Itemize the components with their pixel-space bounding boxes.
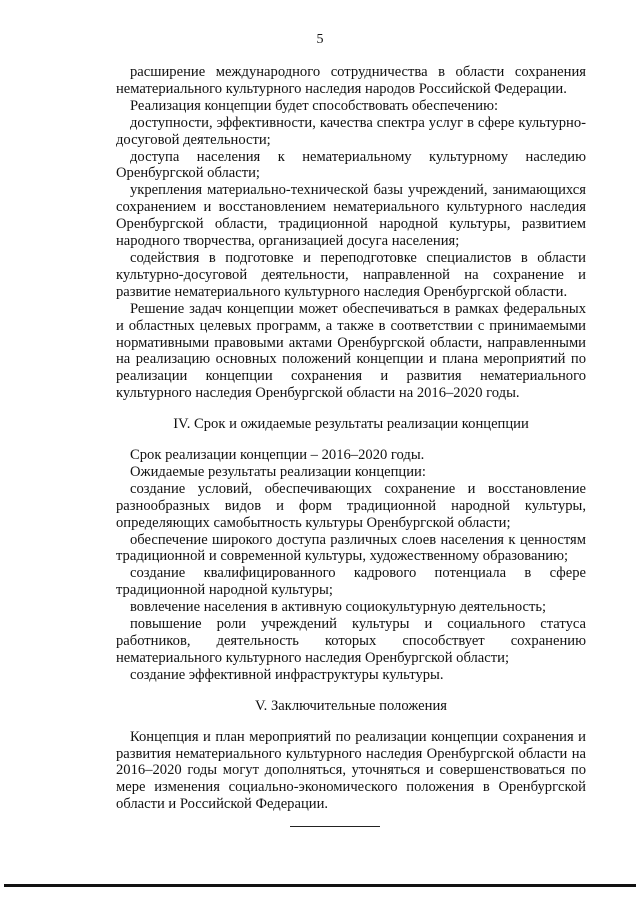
- paragraph: расширение международного сотрудничества в области сохранения нематериального культурного наследия народов Российской Федерации.: [116, 64, 586, 97]
- paragraph: создание эффективной инфраструктуры культуры.: [130, 666, 444, 683]
- section-heading-v: V. Заключительные положения: [255, 697, 447, 714]
- section-heading-iv: IV. Срок и ожидаемые результаты реализации концепции: [173, 416, 529, 433]
- paragraph: Решение задач концепции может обеспечиваться в рамках федеральных и областных целевых программ, а также в соответствии с принимаемыми нормативными правовыми актами Оренбургской области, направленными на реализацию основных положений концепции и плана мероприятий по реализации концепции сохранения и развития нематериального культурного наследия Оренбургской области на 2016–2020 годы.: [116, 300, 586, 402]
- page-number: 5: [316, 32, 324, 47]
- intro-block: [116, 64, 586, 402]
- closing-separator-line: [290, 826, 380, 827]
- paragraph: Концепция и план мероприятий по реализации концепции сохранения и развития нематериального культурного наследия Оренбургской области на 2016–2020 годы могут дополняться, уточняться и совершенствоваться по мере изменения социально-экономического положения в Оренбургской области и Российской Федерации.: [116, 728, 586, 813]
- paragraph: обеспечение широкого доступа различных слоев населения к ценностям традиционной и современной культуры, художественному образованию;: [116, 531, 586, 565]
- section-iv-body: [116, 447, 586, 684]
- paragraph: создание квалифицированного кадрового потенциала в сфере традиционной народной культуры;: [116, 565, 586, 599]
- page-bottom-edge: [4, 884, 636, 887]
- paragraph: содействия в подготовке и переподготовке специалистов в области культурно-досуговой деятельности, направленной на сохранение и развитие нематериального культурного наследия Оренбургской области.: [116, 249, 586, 300]
- paragraph: Реализация концепции будет способствовать обеспечению:: [130, 97, 499, 114]
- paragraph: вовлечение населения в активную социокультурную деятельность;: [130, 599, 547, 616]
- paragraph: укрепления материально-технической базы учреждений, занимающихся сохранением и восстановлением нематериального культурного наследия Оренбургской области, традиционной народной культуры, развитием народного творчества, организацией досуга населения;: [116, 182, 586, 250]
- section-v-body: [116, 729, 586, 814]
- paragraph: создание условий, обеспечивающих сохранение и восстановление разнообразных видов и форм традиционной народной культуры, определяющих самобытность культуры Оренбургской области;: [116, 480, 586, 531]
- paragraph: повышение роли учреждений культуры и социального статуса работников, деятельность которых способствует сохранению нематериального культурного наследия Оренбургской области;: [116, 616, 586, 666]
- paragraph: Ожидаемые результаты реализации концепции:: [130, 463, 426, 480]
- document-body: [116, 64, 586, 813]
- paragraph: доступа населения к нематериальному культурному наследию Оренбургской области;: [116, 148, 586, 182]
- paragraph: доступности, эффективности, качества спектра услуг в сфере культурно-досуговой деятельности;: [116, 114, 586, 148]
- paragraph: Срок реализации концепции – 2016–2020 годы.: [130, 447, 425, 464]
